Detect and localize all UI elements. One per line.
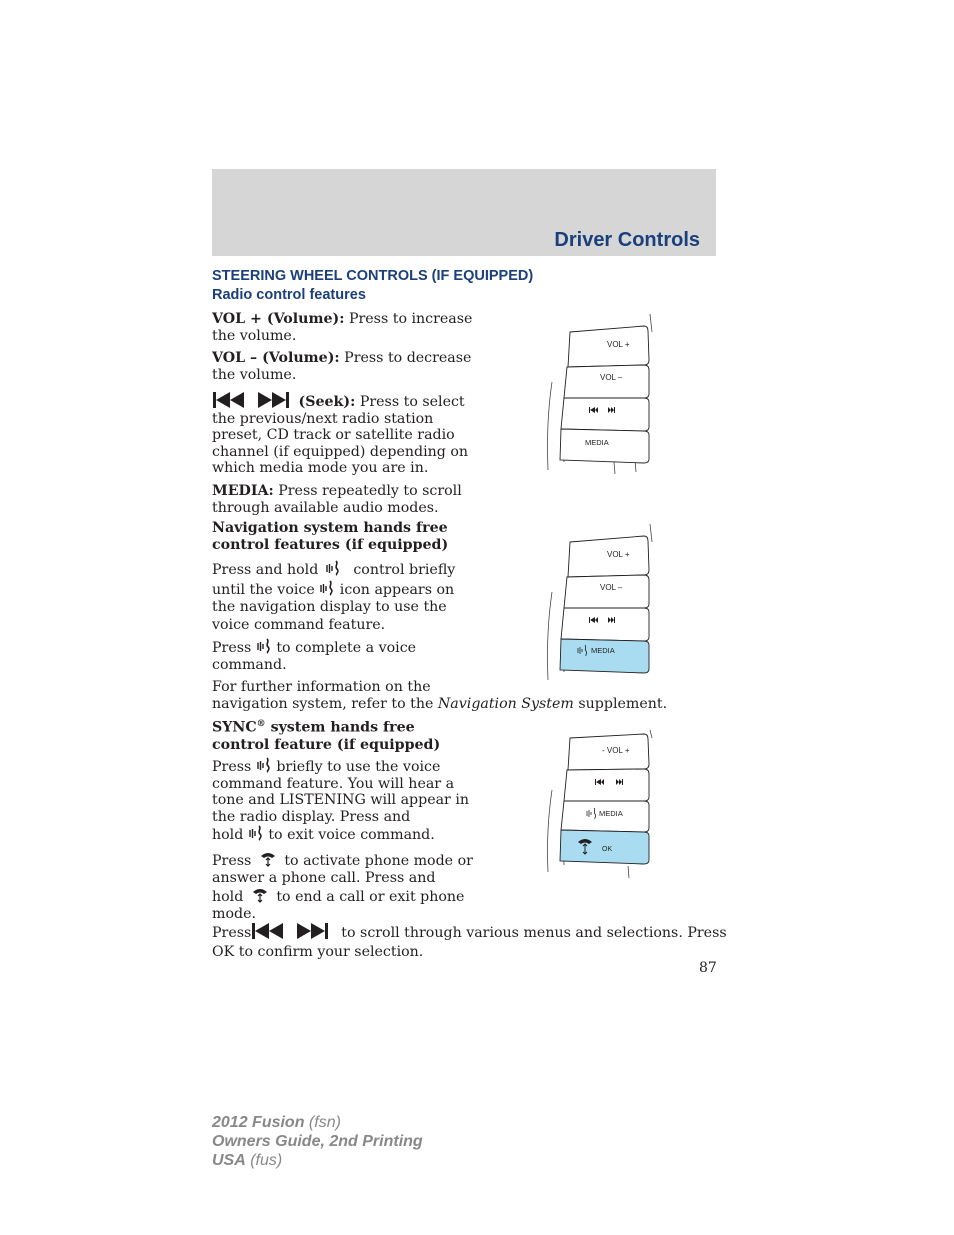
nav-hold-paragraph (212, 560, 455, 634)
sync-ph1a: Press (212, 853, 252, 869)
vol-down-paragraph (212, 350, 471, 383)
nav-press-2: command. (212, 656, 287, 673)
sync-phone-paragraph (212, 851, 473, 923)
nav-further-2c: supplement. (573, 695, 668, 712)
vol-up-label: VOL + (Volume): (212, 311, 345, 327)
nav-further-2b: Navigation System (437, 695, 574, 712)
header-band (212, 169, 716, 256)
seek-label: (Seek): (298, 394, 356, 410)
vol-up-text-2: the volume. (212, 327, 297, 344)
nav-hold-4: voice command feature. (212, 616, 386, 633)
sync-v4: the radio display. Press and (212, 808, 411, 825)
sync-sc1a: Press (212, 925, 252, 941)
sync-v5a: hold (212, 827, 244, 843)
media-text-1: Press repeatedly to scroll (273, 483, 462, 499)
media-button-label: MEDIA (599, 809, 623, 818)
nav-press-b: to complete a voice (276, 640, 417, 656)
sync-ph3b: to end a call or exit phone (276, 889, 465, 905)
nav-press-a: Press (212, 640, 252, 656)
media-text-2: through available audio modes. (212, 499, 439, 516)
vol-down-label: VOL – (Volume): (212, 350, 340, 366)
seek-text-4: channel (if equipped) depending on (212, 443, 469, 460)
sync-v3: tone and LISTENING will appear in (212, 792, 470, 808)
sync-ph2: answer a phone call. Press and (212, 870, 436, 886)
seek-icon (251, 921, 333, 941)
sync-heading-sup: ® (256, 719, 266, 729)
ok-button-label: OK (602, 846, 613, 853)
sync-heading (212, 716, 440, 754)
vol-down-text: Press to decrease (339, 350, 472, 366)
footer-line-3 (212, 1151, 423, 1170)
footer-line-2 (212, 1132, 423, 1151)
nav-hold-3: the navigation display to use the (212, 599, 447, 615)
sync-heading-1a: SYNC (212, 719, 257, 736)
footer-market-code: (fus) (245, 1152, 283, 1169)
vol-down-button-label: VOL – (600, 373, 623, 382)
media-paragraph (212, 483, 462, 516)
phone-icon (251, 887, 269, 903)
voice-icon (256, 638, 272, 654)
media-button-label: MEDIA (591, 646, 615, 655)
nav-press-paragraph (212, 638, 416, 673)
nav-heading-2: control features (if equipped) (212, 537, 449, 553)
footer-guide: Owners Guide, 2nd Printing (212, 1133, 423, 1150)
nav-hold-2a: until the voice (212, 581, 315, 598)
footer-market: USA (212, 1152, 246, 1169)
sync-ph4: mode. (212, 906, 256, 922)
vol-up-button-label: VOL + (607, 340, 630, 349)
sync-voice-paragraph (212, 757, 469, 844)
seek-text-5: which media mode you are in. (212, 460, 429, 476)
sync-scroll-paragraph (212, 921, 727, 962)
seek-icon (212, 390, 294, 410)
nav-hold-1a: Press and hold (212, 562, 319, 578)
footer (212, 1113, 423, 1170)
section-title: STEERING WHEEL CONTROLS (IF EQUIPPED) (212, 268, 534, 284)
seek-paragraph (212, 390, 468, 477)
sync-v5b: to exit voice command. (268, 827, 435, 843)
vol-down-text-2: the volume. (212, 366, 297, 383)
sync-v1b: briefly to use the voice (276, 759, 441, 775)
sync-v1a: Press (212, 759, 252, 775)
radio-controls-figure (540, 312, 660, 477)
media-label: MEDIA: (212, 483, 274, 499)
voice-icon (248, 825, 264, 841)
nav-further-2a: navigation system, refer to the (212, 695, 438, 712)
sync-controls-figure (540, 730, 660, 880)
vol-up-paragraph (212, 311, 472, 344)
nav-hold-2b: icon appears on (339, 581, 455, 598)
sync-ph3a: hold (212, 889, 244, 905)
vol-button-label: - VOL + (602, 746, 630, 755)
vol-up-button-label: VOL + (607, 550, 630, 559)
media-button-label: MEDIA (585, 438, 609, 447)
voice-icon (319, 580, 335, 596)
footer-line-1 (212, 1113, 423, 1132)
seek-text-2: the previous/next radio station (212, 410, 434, 427)
section-subtitle: Radio control features (212, 287, 366, 303)
phone-icon (259, 851, 277, 867)
voice-icon (325, 560, 341, 576)
vol-down-button-label: VOL – (600, 583, 623, 592)
voice-icon (256, 757, 272, 773)
sync-heading-2: control feature (if equipped) (212, 736, 441, 753)
nav-controls-figure (540, 522, 660, 687)
sync-ph1b: to activate phone mode or (284, 853, 473, 869)
sync-sc1b: to scroll through various menus and selections. Press (341, 925, 727, 941)
sync-sc2: OK to confirm your selection. (212, 944, 424, 960)
nav-heading (212, 520, 448, 554)
vol-up-text: Press to increase (344, 311, 473, 327)
nav-hold-1b: control briefly (353, 562, 456, 578)
sync-heading-1b: system hands free (265, 719, 415, 736)
nav-heading-1: Navigation system hands free (212, 520, 448, 536)
nav-further-1: For further information on the (212, 679, 431, 695)
footer-model-code: (fsn) (304, 1114, 341, 1131)
page-number: 87 (699, 960, 717, 976)
seek-text-1: Press to select (355, 394, 465, 410)
footer-model: 2012 Fusion (212, 1114, 305, 1131)
header-title: Driver Controls (554, 229, 700, 251)
sync-v2: command feature. You will hear a (212, 775, 455, 792)
seek-text-3: preset, CD track or satellite radio (212, 427, 455, 443)
